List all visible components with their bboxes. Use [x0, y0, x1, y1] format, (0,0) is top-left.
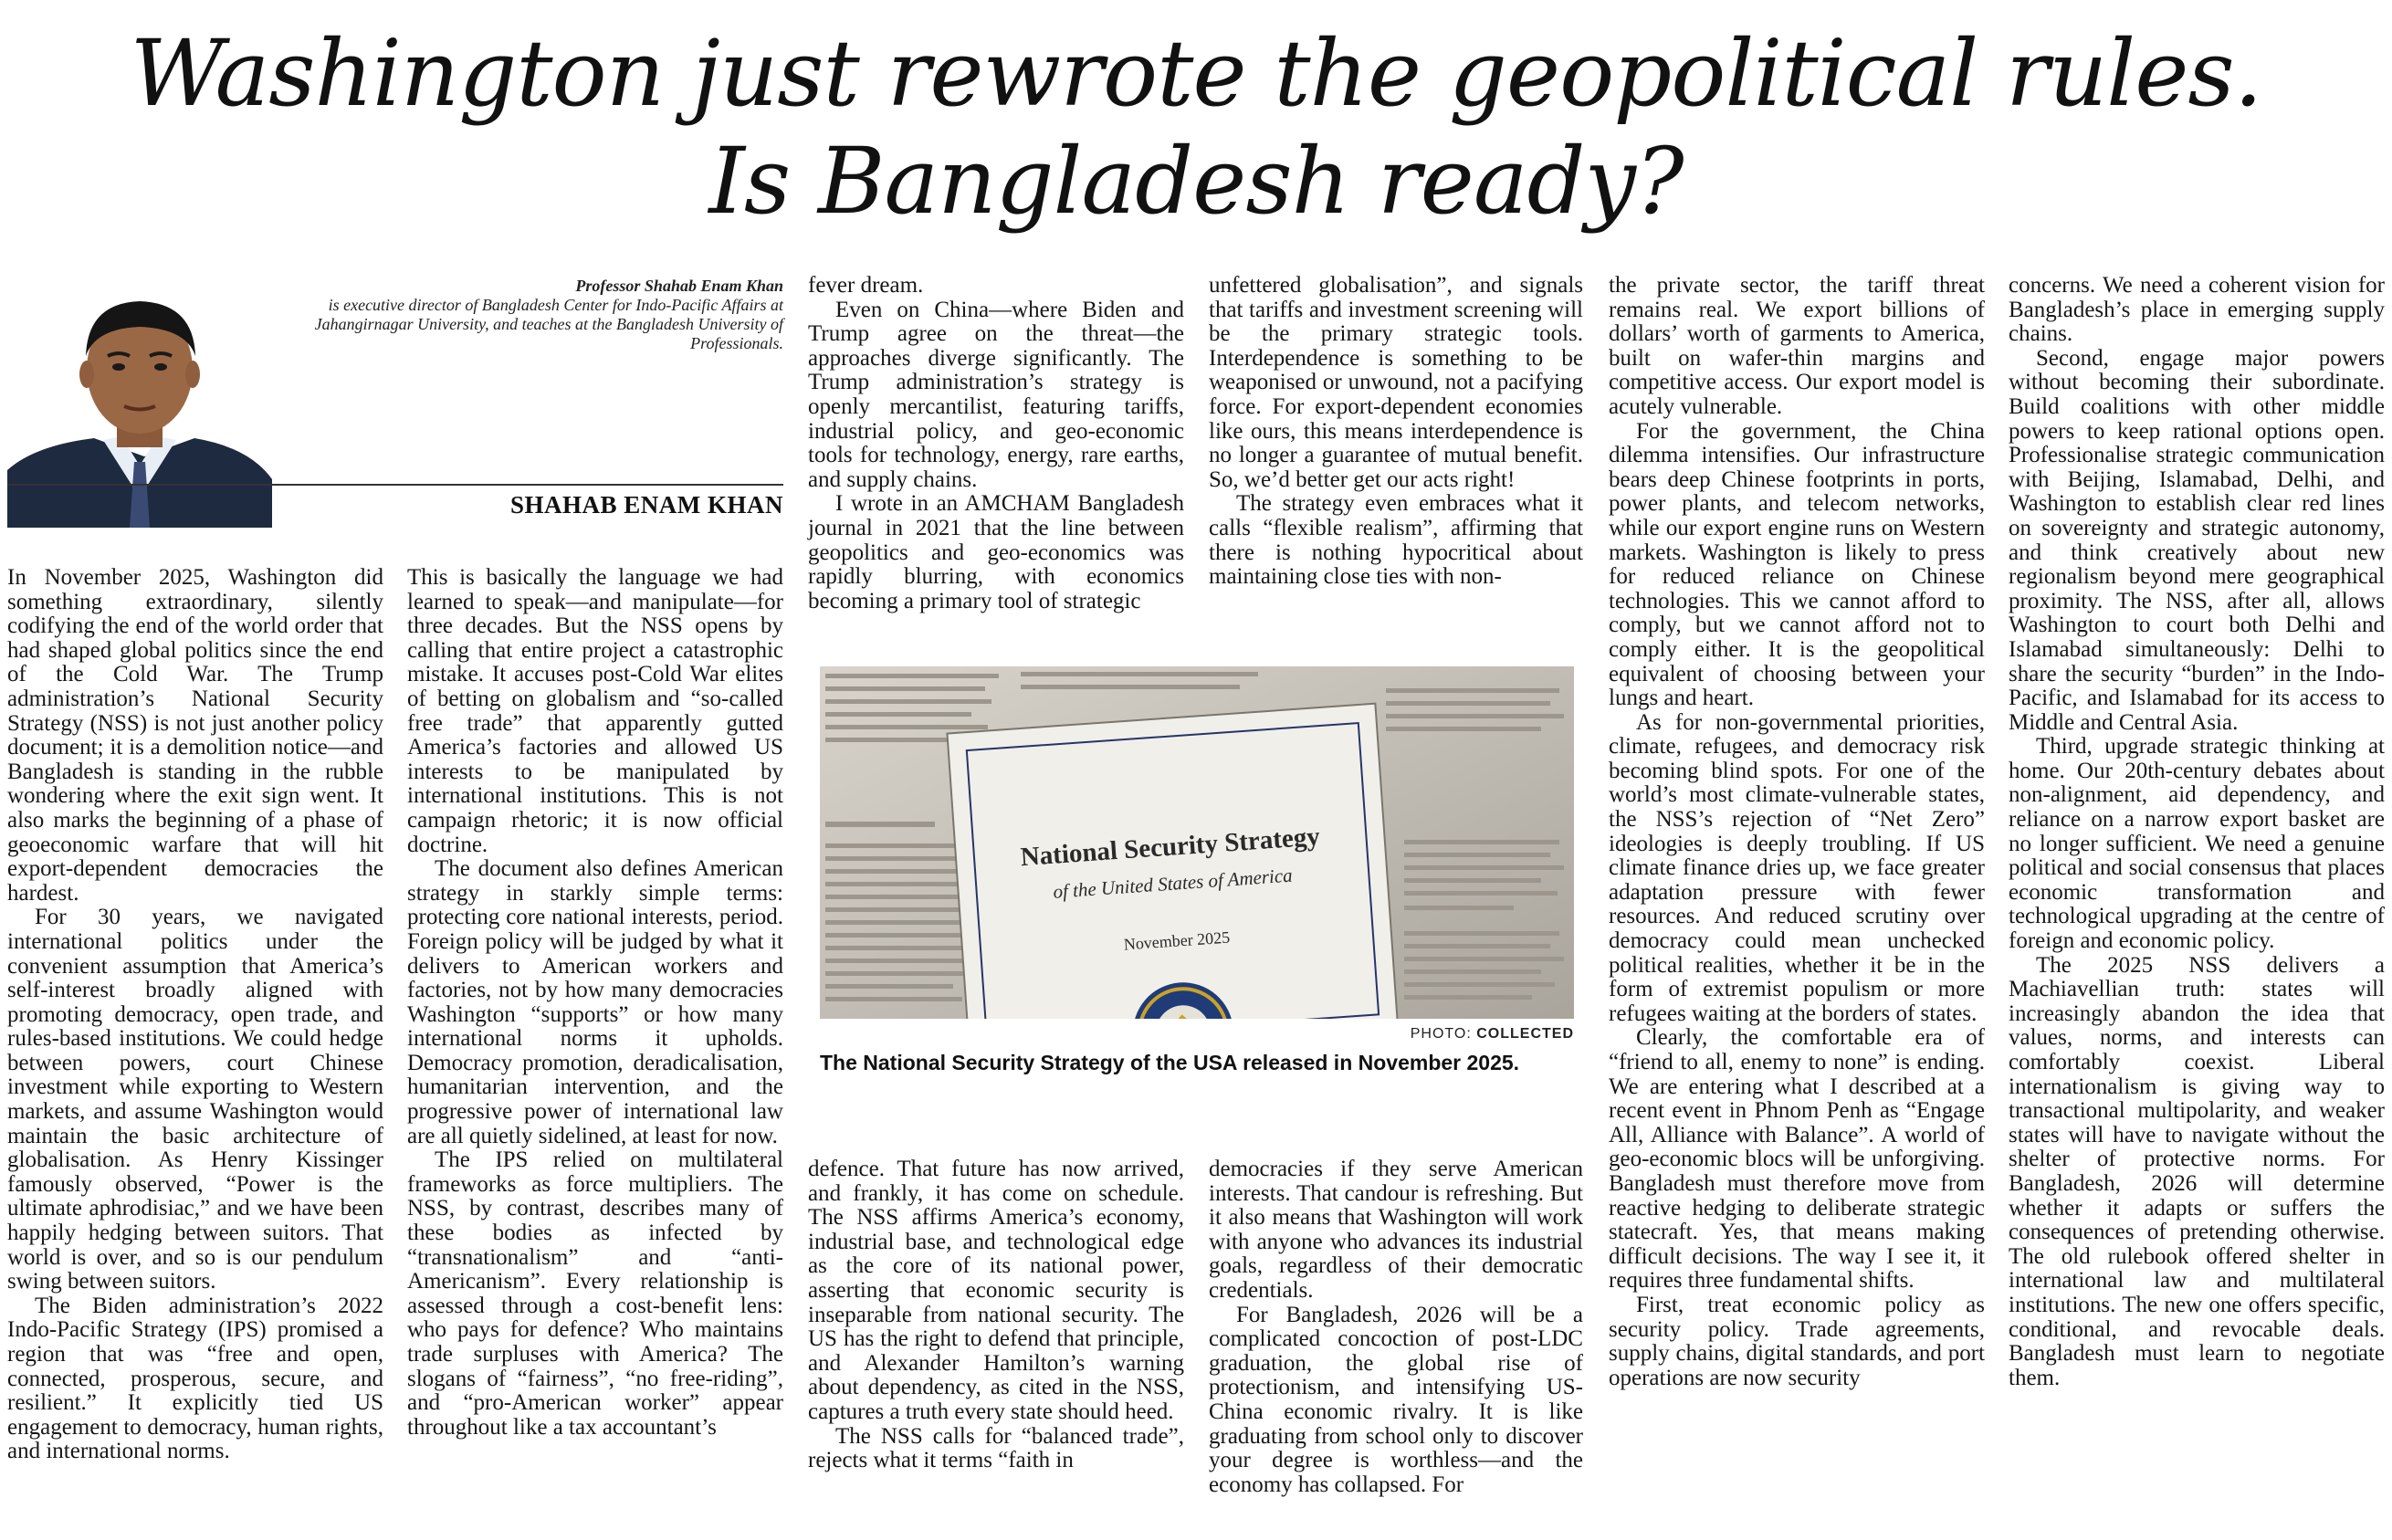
paragraph: defence. That future has now arrived, and frankly, it has come on schedule. The NSS affirms America’s economy, industrial base, and technological edge as the core of its national power, asserting that economic security is inseparable from national security. The US has the right to defend that principle, and Alexander Hamilton’s warning about dependency, as cited in the NSS, captures a truth every state should heed. [808, 1157, 1184, 1424]
article-column-5 [1609, 274, 1985, 1390]
paragraph: The document also defines American strategy in starkly simple terms: protecting core national interests, period. Foreign policy will be judged by what it delivers to American workers and factories, not by how many democracies Washington “supports” or how many international norms it upholds. Democracy promotion, deradicalisation, humanitarian intervention, and the progressive power of international law are all quietly sidelined, at least for now. [407, 856, 783, 1148]
article-column-3-top [808, 274, 1184, 613]
paragraph: As for non-governmental priorities, climate, refugees, and democracy risk becoming blind spots. For one of the world’s most climate-vulnerable states, the NSS’s rejection of “Net Zero” ideologies is deeply troubling. If US climate finance dries up, we face greater adaptation pressure with fewer resources. And reduced scrutiny over democracy could mean unchecked political realities, whether it be in the form of extremist populism or more refugees waiting at the borders of states. [1609, 709, 1985, 1026]
paragraph: The Biden administration’s 2022 Indo-Pacific Strategy (IPS) promised a region that was “free and open, connected, prosperous, secure, and resilient.” It explicitly tied US engagement to democracy, human rights, and international norms. [7, 1293, 383, 1464]
paragraph: Even on China—where Biden and Trump agree on the threat—the approaches diverge significantly. The Trump administration’s strategy is openly mercantilist, featuring tariffs, industrial policy, and geo-economic tools for technology, energy, rare earths, and supply chains. [808, 297, 1184, 492]
author-bio [301, 277, 783, 353]
paragraph: concerns. We need a coherent vision for Bangladesh’s place in emerging supply chains. [2009, 273, 2385, 347]
photo-doc-date: November 2025 [1123, 927, 1231, 954]
paragraph: This is basically the language we had learned to speak—and manipulate—for three decades. But the NSS opens by calling that entire project a catastrophic mistake. It accuses post-Cold War elites of betting on globalism and “so-called free trade” that apparently gutted America’s factories and allowed US interests to be manipulated by international institutions. This is not campaign rhetoric; it is now official doctrine. [407, 565, 783, 857]
paragraph: The 2025 NSS delivers a Machiavellian truth: states will increasingly abandon the idea that values, norms, and interests can comfortably coexist. Liberal internationalism is giving way to transactional multipolarity, and weaker states will have to navigate without the shelter of protective norms. For Bangladesh, 2026 will determine whether it adapts or suffers the consequences of pretending otherwise. The old rulebook offered shelter in international law and multilateral institutions. The new one offers specific, conditional, and revocable deals. Bangladesh must learn to negotiate them. [2009, 952, 2385, 1390]
author-photo [7, 283, 272, 528]
photo-doc-subtitle: of the United States of America [1052, 864, 1294, 903]
article-column-1 [7, 566, 383, 1464]
paragraph: In November 2025, Washington did something extraordinary, silently codifying the end of the world order that had shaped global politics since the end of the Cold War. The Trump administration’s National Security Strategy (NSS) is not just another policy document; it is a demolition notice—and Bangladesh is standing in the rubble wondering where the exit sign went. It also marks the beginning of a phase of geoeconomic warfare that will hit export-dependent democracies the hardest. [7, 565, 383, 906]
headline [0, 20, 2392, 236]
paragraph: Second, engage major powers without becoming their subordinate. Build coalitions with other middle powers to keep rational options open. Professionalise strategic communication with Beijing, Islamabad, Delhi, and Washington to establish clear red lines on sovereignty and strategic autonomy, and think creatively about new regionalism beyond mere geographical proximity. The NSS, after all, allows Washington to court both Delhi and Islamabad simultaneously: Delhi to share the security “burden” in the Indo-Pacific, and Islamabad for its access to Middle and Central Asia. [2009, 345, 2385, 735]
paragraph: First, treat economic policy as security policy. Trade agreements, supply chains, digital standards, and port operations are now security [1609, 1292, 1985, 1390]
article-column-6 [2009, 274, 2385, 1390]
author-divider [7, 484, 783, 486]
photo-credit-label: PHOTO: [1410, 1026, 1472, 1042]
paragraph: unfettered globalisation”, and signals that tariffs and investment screening will be the primary strategic tools. Interdependence is something to be weaponised or unwound, not a pacifying force. For export-dependent economies like ours, this means interdependence is no longer a guarantee of mutual benefit. So, we’d better get our acts right! [1209, 273, 1583, 492]
author-name: Professor Shahab Enam Khan [575, 277, 783, 295]
paragraph: I wrote in an AMCHAM Bangladesh journal in 2021 that the line between geopolitics and geo-economics was rapidly blurring, with economics becoming a primary tool of strategic [808, 491, 1184, 613]
paragraph: Clearly, the comfortable era of “friend to all, enemy to none” is ending. We are entering what I described at a recent event in Phnom Penh as “Engage All, Alliance with Balance”. A world of geo-economic blocs will be unforgiving. Bangladesh must therefore move from reactive hedging to deliberate strategic statecraft. Yes, that means making difficult decisions. The way I see it, it requires three fundamental shifts. [1609, 1025, 1985, 1294]
paragraph: fever dream. [808, 273, 924, 298]
paragraph: For Bangladesh, 2026 will be a complicated concoction of post-LDC graduation, the global rise of protectionism, and intensifying US-China economic rivalry. It is like graduating from school only to discover your degree is worthless—and the economy has collapsed. For [1209, 1302, 1583, 1497]
paragraph: For the government, the China dilemma intensifies. Our infrastructure bears deep Chinese footprints in ports, power plants, and telecom networks, while our export engine runs on Western markets. Washington is likely to press for reduced reliance on Chinese technologies. This we cannot afford to comply, but we cannot afford not to comply either. It is the geopolitical equivalent of choosing between your lungs and heart. [1609, 418, 1985, 711]
paragraph: The IPS relied on multilateral frameworks as force multipliers. The NSS, by contrast, describes many of these bodies as infected by “transnationalism” and “anti-Americanism”. Every relationship is assessed through a cost-benefit lens: who pays for defence? Who maintains trade surpluses with America? The slogans of “fairness”, “no free-riding”, and “pro-American worker” appear throughout like a tax accountant’s [407, 1147, 783, 1440]
paragraph: The strategy even embraces what it calls “flexible realism”, affirming that there is nothing hypocritical about maintaining close ties with non- [1209, 491, 1583, 590]
author-caption: SHAHAB ENAM KHAN [509, 491, 783, 519]
photo-credit [820, 1026, 1574, 1042]
photo-credit-value: COLLECTED [1476, 1026, 1574, 1042]
author-description: is executive director of Bangladesh Center for Indo-Pacific Affairs at Jahangirnagar University, and teaches at the Bangladesh University of Professionals. [314, 296, 783, 352]
paragraph: Third, upgrade strategic thinking at home. Our 20th-century debates about non-alignment, aid dependency, and reliance on a narrow export basket are no longer sufficient. We need a genuine political and social consensus that places economic transformation and technological upgrading at the centre of foreign and economic policy. [2009, 734, 2385, 954]
article-column-2 [407, 566, 783, 1440]
article-column-4-top [1209, 274, 1583, 590]
headline-line-2: Is Bangladesh ready? [708, 128, 1684, 235]
article-column-3-bottom [808, 1158, 1184, 1473]
paragraph: the private sector, the tariff threat remains real. We export billions of dollars’ worth of garments to America, built on wafer-thin margins and competitive access. Our export model is acutely vulnerable. [1609, 273, 1985, 419]
headline-line-1: Washington just rewrote the geopolitical rules. [130, 20, 2262, 127]
paragraph: For 30 years, we navigated international politics under the convenient assumption that America’s self-interest broadly aligned with promoting democracy, open trade, and rules-based institutions. We could hedge between powers, court Chinese investment while exporting to Western markets, and assume Washington would maintain the basic architecture of globalisation. As Henry Kissinger famously observed, “Power is the ultimate aphrodisiac,” and we have been happily hedging between suitors. That world is over, and so is our pendulum swing between suitors. [7, 905, 383, 1294]
paragraph: democracies if they serve American interests. That candour is refreshing. But it also means that Washington will work with anyone who advances its industrial goals, regardless of their democratic credentials. [1209, 1157, 1583, 1303]
article-column-4-bottom [1209, 1158, 1583, 1497]
nss-document-photo [820, 666, 1574, 1019]
photo-caption: The National Security Strategy of the USA released in November 2025. [820, 1051, 1520, 1074]
photo-doc-title: National Security Strategy [1019, 822, 1321, 873]
paragraph: The NSS calls for “balanced trade”, rejects what it terms “faith in [808, 1423, 1184, 1473]
